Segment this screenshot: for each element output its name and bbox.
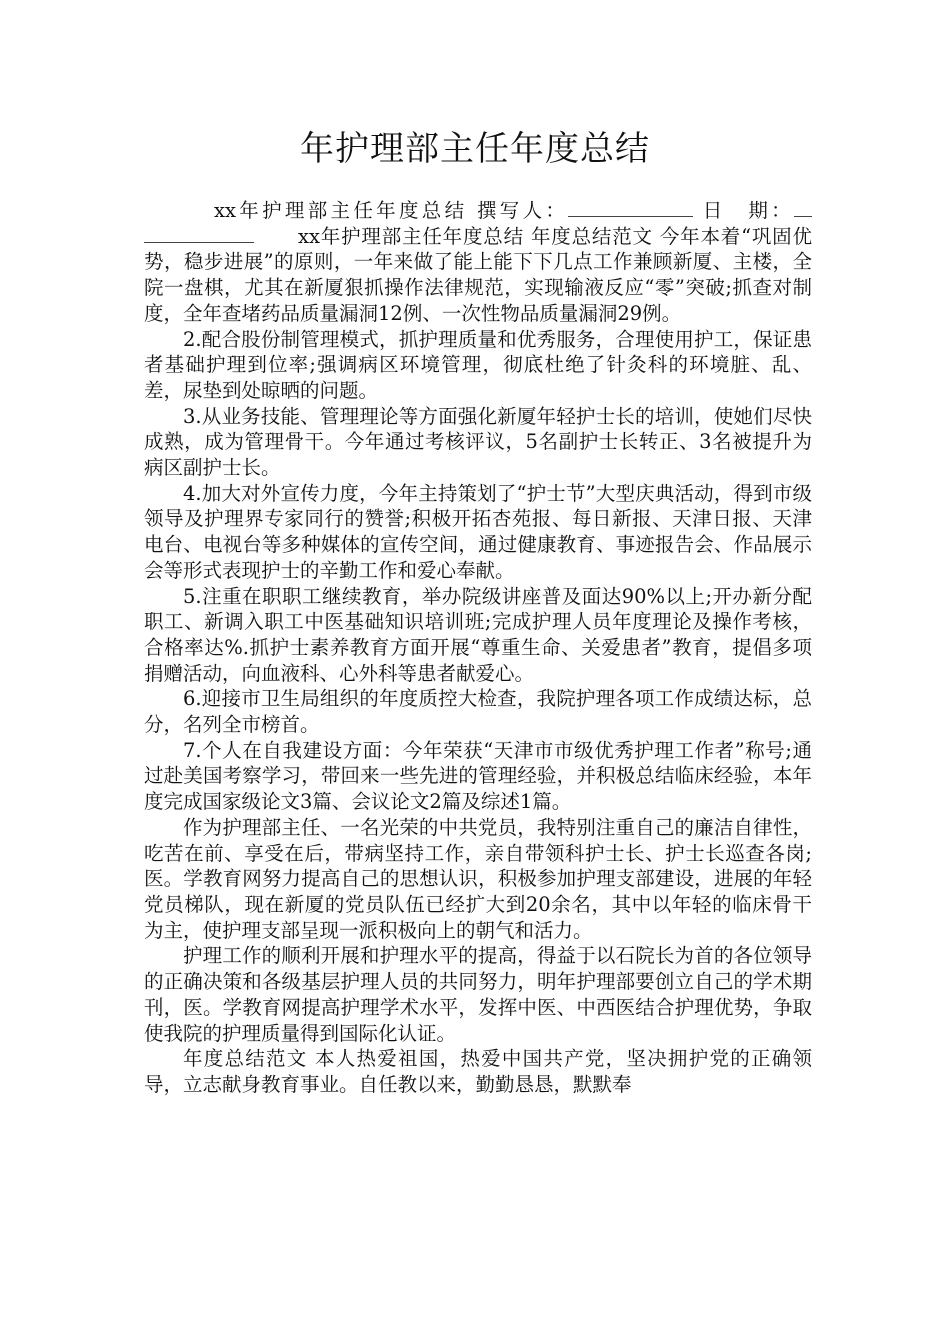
date-blank-continued (144, 224, 254, 243)
body-paragraph: 2.配合股份制管理模式，抓护理质量和优秀服务，合理使用护工，保证患者基础护理到位率;强调病区环境管理，彻底杜绝了针灸科的环境脏、乱、差，尿垫到处晾晒的问题。 (144, 327, 812, 402)
body-paragraph: 5.注重在职职工继续教育，举办院级讲座普及面达90%以上;开办新分配职工、新调入职工中医基础知识培训班;完成护理人员年度理论及操作考核，合格率达%.抓护士素养教育方面开展“尊重生命、关爱患者”教育，提倡多项捐赠活动，向血液科、心外科等患者献爱心。 (144, 584, 812, 685)
body-paragraph: 护理工作的顺利开展和护理水平的提高，得益于以石院长为首的各位领导的正确决策和各级基层护理人员的共同努力，明年护理部要创立自己的学术期刊，医。学教育网提高护理学术水平，发挥中医、中西医结合护理优势，争取使我院的护理质量得到国际化认证。 (144, 944, 812, 1045)
body-paragraph: 7.个人在自我建设方面：今年荣获“天津市市级优秀护理工作者”称号;通过赴美国考察学习，带回来一些先进的管理经验，并积极总结临床经验，本年度完成国家级论文3篇、会议论文2篇及综述1篇。 (144, 738, 812, 814)
body-paragraph: 6.迎接市卫生局组织的年度质控大检查，我院护理各项工作成绩达标，总分，名列全市榜首。 (144, 687, 812, 737)
body-paragraph: 作为护理部主任、一名光荣的中共党员，我特别注重自己的廉洁自律性，吃苦在前、享受在后，带病坚持工作，亲自带领科护士长、护士长巡查各岗;医。学教育网努力提高自己的思想认识，积极参加护理支部建设，进展的年轻党员梯队，现在新厦的党员队伍已经扩大到20余名，其中以年轻的临床骨干为主，使护理支部呈现一派积极向上的朝气和活力。 (144, 815, 812, 942)
date-blank (794, 198, 812, 217)
date-label: 日 期： (702, 199, 794, 222)
body-paragraph: 4.加大对外宣传力度，今年主持策划了“护士节”大型庆典活动，得到市级领导及护理界专家同行的赞誉;积极开拓杏苑报、每日新报、天津日报、天津电台、电视台等多种媒体的宣传空间，通过健康教育、事迹报告会、作品展示会等形式表现护士的辛勤工作和爱心奉献。 (144, 481, 812, 582)
body-paragraph: 3.从业务技能、管理理论等方面强化新厦年轻护士长的培训，使她们尽快成熟，成为管理骨干。今年通过考核评议，5名副护士长转正、3名被提升为病区副护士长。 (144, 404, 812, 480)
document-body (144, 198, 812, 1098)
author-blank (568, 198, 693, 217)
intro-continuation: xx年护理部主任年度总结 年度总结范文 今年本着“巩固优势，稳步进展”的原则，一年来做了能上能下下几点工作兼顾新厦、主楼，全院一盘棋，尤其在新厦狠抓操作法律规范，实现输液反应“零”突破;抓查对制度，全年查堵药品质量漏洞12例、一次性物品质量漏洞29例。 (144, 224, 812, 325)
intro-paragraph (144, 198, 812, 327)
body-paragraph: 年度总结范文 本人热爱祖国，热爱中国共产党，坚决拥护党的正确领导，立志献身教育事业。自任教以来，勤勤恳恳，默默奉 (144, 1047, 812, 1096)
intro-doc-name: xx年护理部主任年度总结 (214, 199, 468, 222)
author-label: 撰写人： (476, 199, 569, 222)
document-title: 年护理部主任年度总结 (300, 129, 650, 169)
